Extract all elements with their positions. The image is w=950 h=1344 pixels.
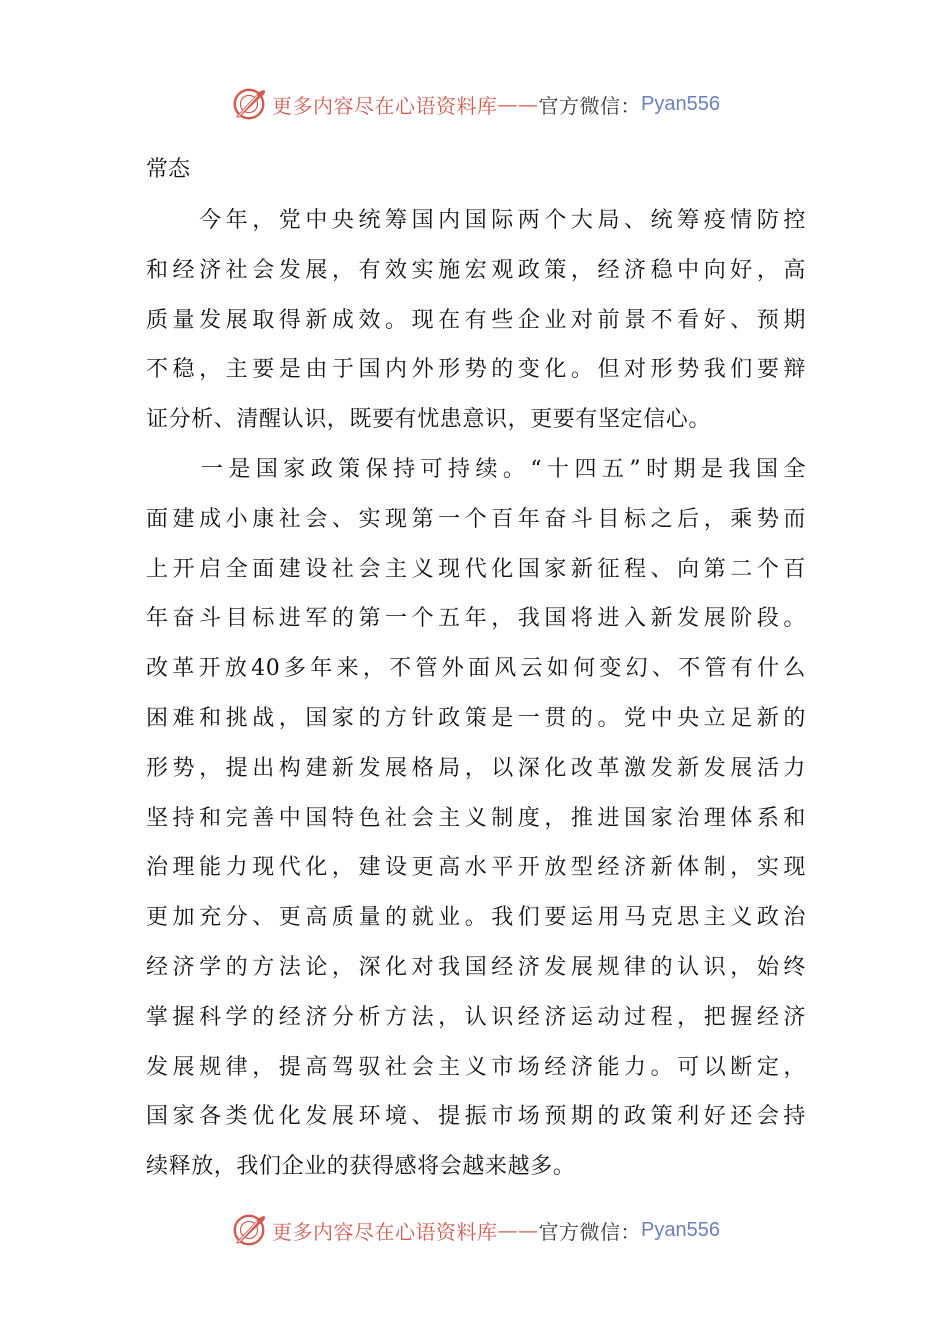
text-line: 困难和挑战，国家的方针政策是一贯的。党中央立足新的 xyxy=(146,705,806,731)
text-line: 坚持和完善中国特色社会主义制度，推进国家治理体系和 xyxy=(146,805,806,831)
text-line: 发展规律，提高驾驭社会主义市场经济能力。可以断定， xyxy=(146,1054,806,1080)
text-line: 证分析、清醒认识，既要有忧患意识，更要有坚定信心。 xyxy=(146,407,712,433)
watermark-dash: —— xyxy=(497,1218,539,1242)
text-line: 更加充分、更高质量的就业。我们要运用马克思主义政治 xyxy=(146,905,806,931)
text-line: 改革开放40多年来，不管外面风云如何变幻、不管有什么 xyxy=(146,656,806,682)
quill-logo-icon xyxy=(230,85,268,123)
watermark-wechat-id: Pyan556 xyxy=(641,92,720,115)
watermark-banner-bottom xyxy=(0,1208,950,1252)
text-line: 国家各类优化发展环境、提振市场预期的政策利好还会持 xyxy=(146,1104,806,1130)
body-text xyxy=(146,196,806,1192)
text-line: 掌握科学的经济分析方法，认识经济运动过程，把握经济 xyxy=(146,1004,806,1030)
text-line: 一是国家政策保持可持续。“十四五”时期是我国全 xyxy=(146,456,806,482)
section-heading: 常态 xyxy=(146,157,191,182)
text-line: 形势，提出构建新发展格局，以深化改革激发新发展活力 xyxy=(146,755,806,781)
text-line: 和经济社会发展，有效实施宏观政策，经济稳中向好，高 xyxy=(146,257,806,283)
text-line: 面建成小康社会、实现第一个百年奋斗目标之后，乘势而 xyxy=(146,506,806,532)
text-line: 今年，党中央统筹国内国际两个大局、统筹疫情防控 xyxy=(146,208,806,233)
text-line: 不稳，主要是由于国内外形势的变化。但对形势我们要辩 xyxy=(146,357,806,383)
watermark-dash: —— xyxy=(497,92,539,116)
watermark-wechat-label: 官方微信： xyxy=(538,93,642,118)
text-line: 年奋斗目标进军的第一个五年，我国将进入新发展阶段。 xyxy=(146,606,806,632)
watermark-wechat-label: 官方微信： xyxy=(538,1219,642,1244)
text-line: 治理能力现代化，建设更高水平开放型经济新体制，实现 xyxy=(146,855,806,881)
quill-logo-icon xyxy=(230,1211,268,1249)
text-line: 续释放，我们企业的获得感将会越来越多。 xyxy=(146,1154,576,1180)
watermark-banner-top xyxy=(0,82,950,126)
watermark-slogan: 更多内容尽在心语资料库 xyxy=(272,93,498,118)
text-line: 质量发展取得新成效。现在有些企业对前景不看好、预期 xyxy=(146,307,806,333)
watermark-wechat-id: Pyan556 xyxy=(641,1218,720,1241)
watermark-slogan: 更多内容尽在心语资料库 xyxy=(272,1219,498,1244)
text-line: 上开启全面建设社会主义现代化国家新征程、向第二个百 xyxy=(146,556,806,582)
text-line: 经济学的方法论，深化对我国经济发展规律的认识，始终 xyxy=(146,954,806,980)
